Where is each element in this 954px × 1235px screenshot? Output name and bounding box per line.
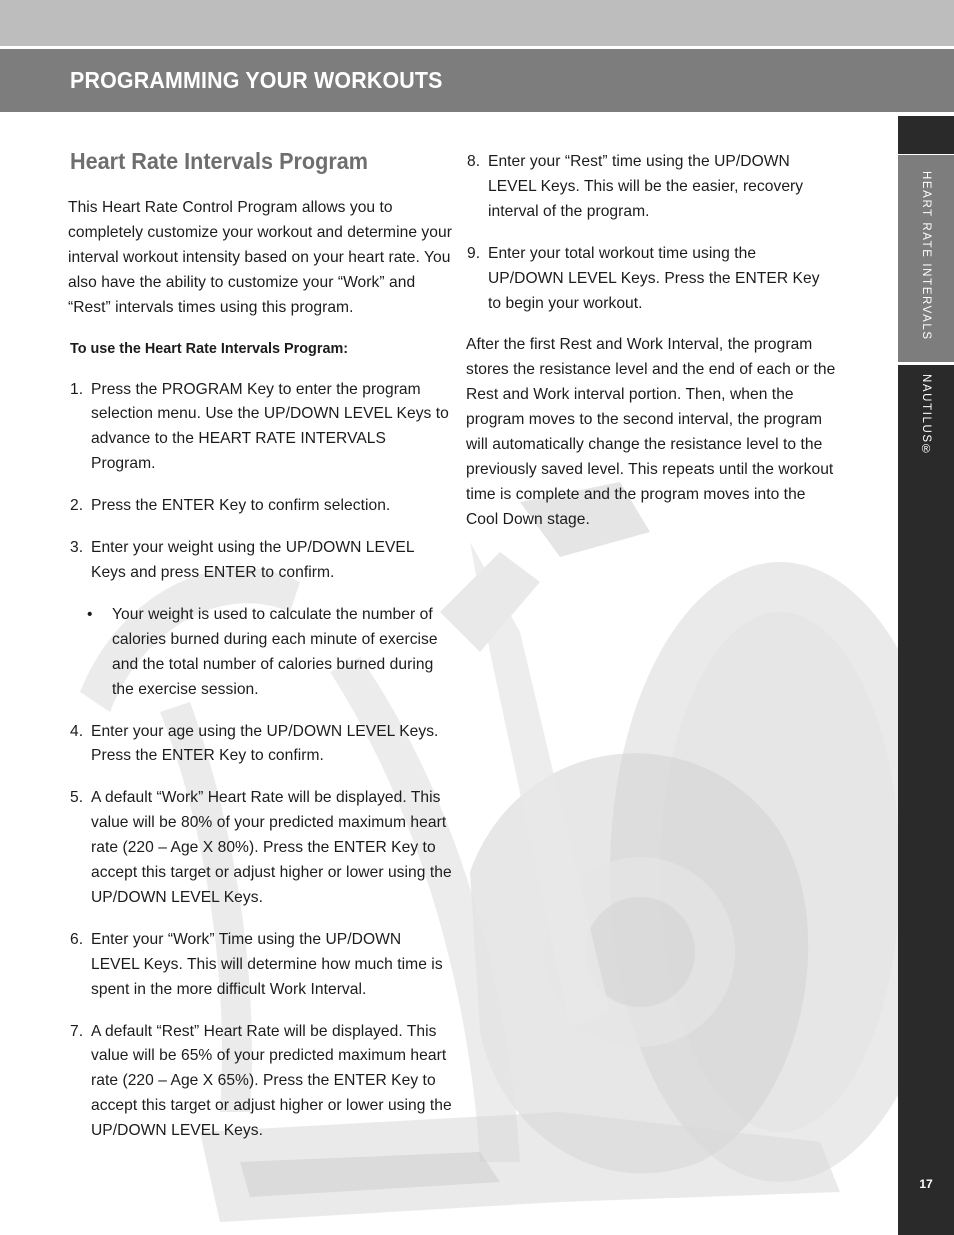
weight-note-bullet <box>68 603 453 703</box>
step-number: 7. <box>70 1022 84 1040</box>
step-text: Enter your age using the UP/DOWN LEVEL Keys. Press the ENTER Key to confirm. <box>91 722 439 765</box>
step-text: Enter your weight using the UP/DOWN LEVEL Keys and press ENTER to confirm. <box>91 539 415 581</box>
step-text: Enter your “Rest” time using the UP/DOWN LEVEL Keys. This will be the easier, recovery interval of the program. <box>488 153 804 220</box>
list-item <box>68 928 453 1003</box>
sidebar-top-block <box>898 116 954 154</box>
top-strip <box>0 0 954 46</box>
sidebar-tab-heart-rate-intervals <box>898 155 954 362</box>
left-column <box>68 148 453 1161</box>
bullet-icon: • <box>87 605 93 623</box>
steps-list-right <box>466 150 836 316</box>
list-item <box>68 786 453 911</box>
step-text: A default “Rest” Heart Rate will be displayed. This value will be 65% of your predicted maximum heart rate (220 – Age X 65%). Press the ENTER Key to accept this target or adjust higher or lower using the UP/DOWN LEVEL Keys. <box>91 1022 452 1140</box>
step-text: Enter your “Work” Time using the UP/DOWN LEVEL Keys. This will determine how much time is spent in the more difficult Work Interval. <box>91 930 443 998</box>
list-item <box>466 242 836 317</box>
step-number: 2. <box>70 497 84 515</box>
step-number: 9. <box>467 244 481 262</box>
step-text: Enter your total workout time using the UP/DOWN LEVEL Keys. Press the ENTER Key to begin your workout. <box>488 244 820 312</box>
step-number: 6. <box>70 930 84 948</box>
step-text: Press the PROGRAM Key to enter the program selection menu. Use the UP/DOWN LEVEL Keys to advance to the HEART RATE INTERVALS Program. <box>91 380 449 473</box>
list-item <box>68 536 453 586</box>
step-number: 1. <box>70 380 84 398</box>
sidebar-tab-label: HEART RATE INTERVALS <box>920 171 932 341</box>
intro-paragraph: This Heart Rate Control Program allows you to completely customize your workout and determine your interval workout intensity based on your heart rate. You also have the ability to customize your “Work” and “Rest” intervals times using this program. <box>68 199 452 316</box>
header-band <box>0 49 954 112</box>
instructions-subhead: To use the Heart Rate Intervals Program: <box>70 340 349 357</box>
list-item <box>68 720 453 770</box>
list-item <box>68 378 453 478</box>
step-number: 8. <box>467 153 481 170</box>
list-item <box>68 1020 453 1145</box>
bullet-text: Your weight is used to calculate the number of calories burned during each minute of exercise and the total number of calories burned during the exercise session. <box>112 605 438 698</box>
page-number: 17 <box>919 1177 933 1191</box>
right-column <box>466 150 836 533</box>
step-number: 3. <box>70 539 84 557</box>
step-text: Press the ENTER Key to confirm selection. <box>91 497 391 515</box>
sidebar-brand-label: NAUTILUS® <box>920 374 932 458</box>
sidebar-tab-nautilus <box>898 365 954 1235</box>
list-item <box>466 150 836 225</box>
page-header-title: PROGRAMMING YOUR WORKOUTS <box>70 67 443 93</box>
list-item <box>68 494 453 519</box>
step-text: A default “Work” Heart Rate will be displayed. This value will be 80% of your predicted maximum heart rate (220 – Age X 80%). Press the ENTER Key to accept this target or adjust higher or lower using the UP/DOWN LEVEL Keys. <box>91 789 452 906</box>
sidebar <box>898 112 954 1235</box>
after-interval-paragraph: After the first Rest and Work Interval, the program stores the resistance level and the end of each or the Rest and Work interval portion. Then, when the program moves to the second interval, the program will automatically change the resistance level to the previously saved level. This repeats until the workout time is complete and the program moves into the Cool Down stage. <box>466 336 836 528</box>
steps-list-left-continued <box>68 720 453 1145</box>
steps-list-left <box>68 378 453 586</box>
step-number: 5. <box>70 789 84 807</box>
step-number: 4. <box>70 722 84 740</box>
section-title: Heart Rate Intervals Program <box>70 148 368 174</box>
